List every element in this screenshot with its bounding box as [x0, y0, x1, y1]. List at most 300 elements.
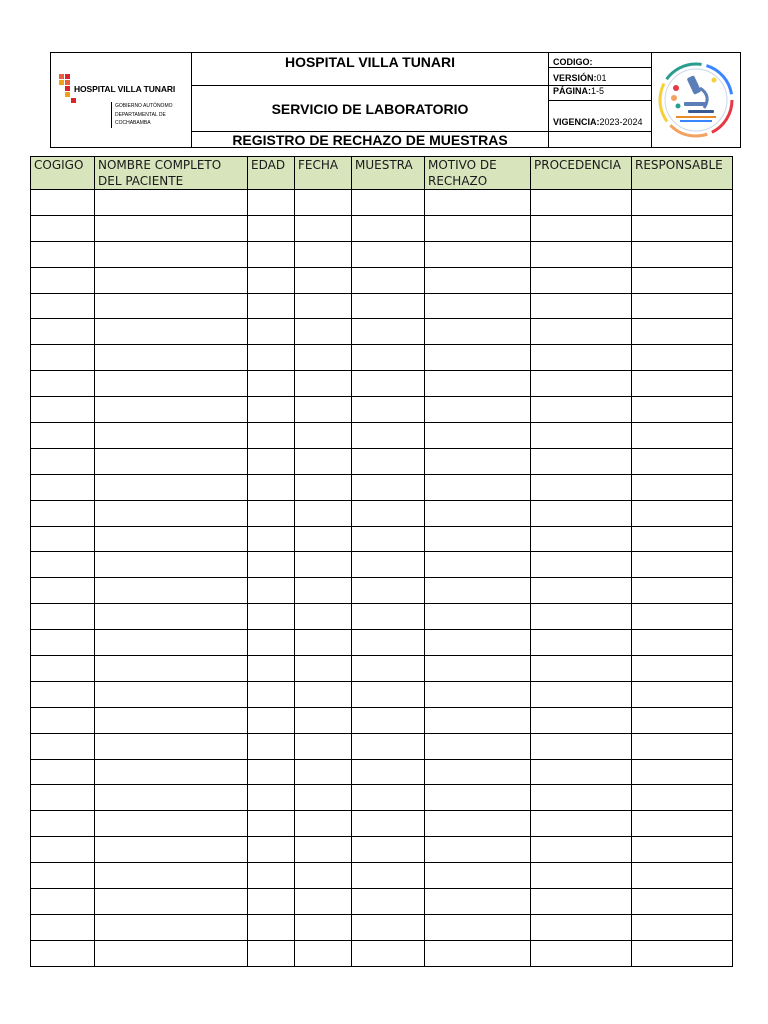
- cell-responsable[interactable]: [632, 241, 733, 267]
- cell-responsable[interactable]: [632, 940, 733, 966]
- lab-badge-cell: [652, 53, 741, 148]
- table-row: [31, 759, 733, 785]
- table-row: [31, 397, 733, 423]
- cell-procedencia[interactable]: [531, 500, 632, 526]
- cell-codigo[interactable]: [31, 319, 95, 345]
- hospital-logo-cell: [51, 53, 192, 148]
- form-title: REGISTRO DE RECHAZO DE MUESTRAS: [192, 132, 549, 148]
- cell-fecha[interactable]: [295, 681, 352, 707]
- gov-line-2: DEPARTAMENTAL DE: [115, 111, 166, 118]
- cell-muestra[interactable]: [352, 397, 425, 423]
- cell-codigo[interactable]: [31, 785, 95, 811]
- cell-fecha[interactable]: [295, 293, 352, 319]
- cell-edad[interactable]: [248, 552, 295, 578]
- cell-edad[interactable]: [248, 837, 295, 863]
- cell-codigo[interactable]: [31, 811, 95, 837]
- cell-muestra[interactable]: [352, 630, 425, 656]
- table-row: [31, 733, 733, 759]
- info-spacer: [549, 132, 652, 148]
- cell-edad[interactable]: [248, 345, 295, 371]
- cell-responsable[interactable]: [632, 215, 733, 241]
- cell-responsable[interactable]: [632, 863, 733, 889]
- cell-edad[interactable]: [248, 578, 295, 604]
- cell-motivo[interactable]: [425, 681, 531, 707]
- cell-edad[interactable]: [248, 397, 295, 423]
- codigo-field: [549, 53, 652, 86]
- cell-fecha[interactable]: [295, 630, 352, 656]
- cell-fecha[interactable]: [295, 552, 352, 578]
- table-body: [31, 190, 733, 967]
- cell-fecha[interactable]: [295, 707, 352, 733]
- cell-codigo[interactable]: [31, 500, 95, 526]
- cell-nombre[interactable]: [95, 241, 248, 267]
- cell-procedencia[interactable]: [531, 759, 632, 785]
- cell-edad[interactable]: [248, 707, 295, 733]
- cell-fecha[interactable]: [295, 733, 352, 759]
- table-row: [31, 241, 733, 267]
- cell-muestra[interactable]: [352, 785, 425, 811]
- cell-motivo[interactable]: [425, 656, 531, 682]
- cell-motivo[interactable]: [425, 423, 531, 449]
- table-row: [31, 656, 733, 682]
- cell-codigo[interactable]: [31, 707, 95, 733]
- table-row: [31, 940, 733, 966]
- cell-edad[interactable]: [248, 604, 295, 630]
- pagina-vigencia-field: [549, 86, 652, 132]
- cell-edad[interactable]: [248, 241, 295, 267]
- cell-muestra[interactable]: [352, 345, 425, 371]
- cell-procedencia[interactable]: [531, 474, 632, 500]
- cell-fecha[interactable]: [295, 914, 352, 940]
- cell-procedencia[interactable]: [531, 811, 632, 837]
- cell-nombre[interactable]: [95, 837, 248, 863]
- cell-motivo[interactable]: [425, 215, 531, 241]
- cell-motivo[interactable]: [425, 345, 531, 371]
- cell-responsable[interactable]: [632, 526, 733, 552]
- cell-nombre[interactable]: [95, 293, 248, 319]
- cell-nombre[interactable]: [95, 474, 248, 500]
- table-row: [31, 578, 733, 604]
- cell-muestra[interactable]: [352, 190, 425, 216]
- cell-motivo[interactable]: [425, 707, 531, 733]
- cell-fecha[interactable]: [295, 319, 352, 345]
- logo-square: [65, 74, 70, 79]
- cell-procedencia[interactable]: [531, 707, 632, 733]
- cell-motivo[interactable]: [425, 630, 531, 656]
- cell-codigo[interactable]: [31, 914, 95, 940]
- table-row: [31, 215, 733, 241]
- cell-muestra[interactable]: [352, 215, 425, 241]
- cell-procedencia[interactable]: [531, 604, 632, 630]
- cell-codigo[interactable]: [31, 241, 95, 267]
- cell-nombre[interactable]: [95, 914, 248, 940]
- cell-motivo[interactable]: [425, 863, 531, 889]
- version-value: 01: [596, 73, 607, 83]
- cell-procedencia[interactable]: [531, 837, 632, 863]
- cell-responsable[interactable]: [632, 371, 733, 397]
- cell-fecha[interactable]: [295, 474, 352, 500]
- cell-codigo[interactable]: [31, 759, 95, 785]
- cell-edad[interactable]: [248, 526, 295, 552]
- cell-procedencia[interactable]: [531, 552, 632, 578]
- cell-motivo[interactable]: [425, 578, 531, 604]
- cell-muestra[interactable]: [352, 707, 425, 733]
- cell-codigo[interactable]: [31, 733, 95, 759]
- cell-motivo[interactable]: [425, 811, 531, 837]
- cell-edad[interactable]: [248, 190, 295, 216]
- cell-nombre[interactable]: [95, 319, 248, 345]
- cell-muestra[interactable]: [352, 889, 425, 915]
- cell-procedencia[interactable]: [531, 448, 632, 474]
- cell-nombre[interactable]: [95, 889, 248, 915]
- table-row: [31, 190, 733, 216]
- cell-motivo[interactable]: [425, 604, 531, 630]
- cell-nombre[interactable]: [95, 759, 248, 785]
- table-row: [31, 914, 733, 940]
- cell-edad[interactable]: [248, 474, 295, 500]
- col-header-muestra: MUESTRA: [352, 157, 425, 190]
- cell-responsable[interactable]: [632, 423, 733, 449]
- cell-codigo[interactable]: [31, 630, 95, 656]
- cell-fecha[interactable]: [295, 863, 352, 889]
- cell-nombre[interactable]: [95, 190, 248, 216]
- table-row: [31, 448, 733, 474]
- cell-fecha[interactable]: [295, 526, 352, 552]
- cell-responsable[interactable]: [632, 630, 733, 656]
- cell-muestra[interactable]: [352, 474, 425, 500]
- cell-fecha[interactable]: [295, 345, 352, 371]
- cell-motivo[interactable]: [425, 474, 531, 500]
- cell-muestra[interactable]: [352, 604, 425, 630]
- cell-edad[interactable]: [248, 500, 295, 526]
- cell-codigo[interactable]: [31, 345, 95, 371]
- cell-muestra[interactable]: [352, 552, 425, 578]
- cell-motivo[interactable]: [425, 371, 531, 397]
- cell-muestra[interactable]: [352, 811, 425, 837]
- laboratory-microscope-icon: [654, 58, 738, 142]
- table-row: [31, 526, 733, 552]
- cell-edad[interactable]: [248, 914, 295, 940]
- cell-nombre[interactable]: [95, 578, 248, 604]
- cell-responsable[interactable]: [632, 578, 733, 604]
- cell-responsable[interactable]: [632, 190, 733, 216]
- logo-square: [71, 98, 76, 103]
- cell-nombre[interactable]: [95, 423, 248, 449]
- cell-motivo[interactable]: [425, 190, 531, 216]
- col-header-motivo: MOTIVO DE RECHAZO: [425, 157, 531, 190]
- table-row: [31, 604, 733, 630]
- cell-edad[interactable]: [248, 681, 295, 707]
- hospital-title: HOSPITAL VILLA TUNARI: [192, 53, 549, 86]
- cell-responsable[interactable]: [632, 604, 733, 630]
- cell-edad[interactable]: [248, 448, 295, 474]
- cell-fecha[interactable]: [295, 215, 352, 241]
- cell-muestra[interactable]: [352, 241, 425, 267]
- cell-muestra[interactable]: [352, 759, 425, 785]
- cell-nombre[interactable]: [95, 863, 248, 889]
- cell-responsable[interactable]: [632, 811, 733, 837]
- cell-procedencia[interactable]: [531, 681, 632, 707]
- table-row: [31, 474, 733, 500]
- cell-responsable[interactable]: [632, 656, 733, 682]
- cell-responsable[interactable]: [632, 707, 733, 733]
- cell-motivo[interactable]: [425, 759, 531, 785]
- cell-fecha[interactable]: [295, 241, 352, 267]
- gov-line-3: COCHABAMBA: [115, 120, 151, 126]
- logo-square: [65, 92, 70, 97]
- cell-muestra[interactable]: [352, 733, 425, 759]
- cell-motivo[interactable]: [425, 914, 531, 940]
- cell-muestra[interactable]: [352, 423, 425, 449]
- table-row: [31, 707, 733, 733]
- cell-codigo[interactable]: [31, 604, 95, 630]
- cell-nombre[interactable]: [95, 604, 248, 630]
- hospital-logo: [51, 60, 187, 140]
- cell-nombre[interactable]: [95, 552, 248, 578]
- cell-codigo[interactable]: [31, 371, 95, 397]
- cell-responsable[interactable]: [632, 267, 733, 293]
- logo-square: [65, 86, 70, 91]
- cell-procedencia[interactable]: [531, 630, 632, 656]
- cell-muestra[interactable]: [352, 837, 425, 863]
- cell-motivo[interactable]: [425, 526, 531, 552]
- cell-responsable[interactable]: [632, 889, 733, 915]
- cell-edad[interactable]: [248, 293, 295, 319]
- cell-responsable[interactable]: [632, 733, 733, 759]
- cell-procedencia[interactable]: [531, 733, 632, 759]
- table-row: [31, 681, 733, 707]
- cell-motivo[interactable]: [425, 397, 531, 423]
- cell-motivo[interactable]: [425, 733, 531, 759]
- cell-responsable[interactable]: [632, 914, 733, 940]
- cell-motivo[interactable]: [425, 293, 531, 319]
- logo-government-text: [111, 102, 185, 128]
- cell-codigo[interactable]: [31, 863, 95, 889]
- cell-edad[interactable]: [248, 267, 295, 293]
- cell-nombre[interactable]: [95, 448, 248, 474]
- document-header: [50, 52, 741, 148]
- cell-edad[interactable]: [248, 656, 295, 682]
- service-title: SERVICIO DE LABORATORIO: [192, 86, 549, 132]
- cell-motivo[interactable]: [425, 448, 531, 474]
- cell-motivo[interactable]: [425, 500, 531, 526]
- cell-motivo[interactable]: [425, 940, 531, 966]
- cell-procedencia[interactable]: [531, 785, 632, 811]
- cell-procedencia[interactable]: [531, 656, 632, 682]
- cell-muestra[interactable]: [352, 293, 425, 319]
- cell-edad[interactable]: [248, 811, 295, 837]
- table-row: [31, 630, 733, 656]
- table-row: [31, 863, 733, 889]
- cell-codigo[interactable]: [31, 448, 95, 474]
- cell-codigo[interactable]: [31, 681, 95, 707]
- cell-procedencia[interactable]: [531, 215, 632, 241]
- cell-motivo[interactable]: [425, 889, 531, 915]
- cell-codigo[interactable]: [31, 656, 95, 682]
- logo-hospital-name: HOSPITAL VILLA TUNARI: [74, 84, 176, 94]
- cell-nombre[interactable]: [95, 397, 248, 423]
- table-row: [31, 345, 733, 371]
- cell-edad[interactable]: [248, 630, 295, 656]
- cell-procedencia[interactable]: [531, 293, 632, 319]
- cell-procedencia[interactable]: [531, 526, 632, 552]
- cell-fecha[interactable]: [295, 267, 352, 293]
- cell-codigo[interactable]: [31, 552, 95, 578]
- cell-fecha[interactable]: [295, 811, 352, 837]
- cell-codigo[interactable]: [31, 267, 95, 293]
- cell-codigo[interactable]: [31, 889, 95, 915]
- cell-responsable[interactable]: [632, 759, 733, 785]
- cell-fecha[interactable]: [295, 940, 352, 966]
- gov-line-1: GOBIERNO AUTÓNOMO: [115, 103, 173, 109]
- cell-procedencia[interactable]: [531, 267, 632, 293]
- cell-procedencia[interactable]: [531, 241, 632, 267]
- cell-procedencia[interactable]: [531, 914, 632, 940]
- cell-nombre[interactable]: [95, 811, 248, 837]
- cell-responsable[interactable]: [632, 397, 733, 423]
- table-row: [31, 811, 733, 837]
- cell-procedencia[interactable]: [531, 940, 632, 966]
- cell-codigo[interactable]: [31, 940, 95, 966]
- cell-motivo[interactable]: [425, 552, 531, 578]
- cell-nombre[interactable]: [95, 785, 248, 811]
- cell-responsable[interactable]: [632, 837, 733, 863]
- table-row: [31, 837, 733, 863]
- cell-responsable[interactable]: [632, 345, 733, 371]
- cell-codigo[interactable]: [31, 397, 95, 423]
- cell-motivo[interactable]: [425, 319, 531, 345]
- cell-muestra[interactable]: [352, 448, 425, 474]
- cell-fecha[interactable]: [295, 889, 352, 915]
- cell-procedencia[interactable]: [531, 397, 632, 423]
- cell-edad[interactable]: [248, 863, 295, 889]
- cell-nombre[interactable]: [95, 267, 248, 293]
- logo-square: [59, 74, 64, 79]
- cell-procedencia[interactable]: [531, 190, 632, 216]
- cell-responsable[interactable]: [632, 293, 733, 319]
- cell-edad[interactable]: [248, 759, 295, 785]
- cell-responsable[interactable]: [632, 785, 733, 811]
- cell-fecha[interactable]: [295, 656, 352, 682]
- col-header-responsable: RESPONSABLE: [632, 157, 733, 190]
- logo-square: [65, 80, 70, 85]
- cell-edad[interactable]: [248, 940, 295, 966]
- table-row: [31, 552, 733, 578]
- cell-motivo[interactable]: [425, 241, 531, 267]
- cell-responsable[interactable]: [632, 319, 733, 345]
- cell-nombre[interactable]: [95, 707, 248, 733]
- cell-nombre[interactable]: [95, 681, 248, 707]
- cell-responsable[interactable]: [632, 681, 733, 707]
- cell-procedencia[interactable]: [531, 863, 632, 889]
- vigencia-label: VIGENCIA:: [553, 117, 600, 127]
- cell-nombre[interactable]: [95, 215, 248, 241]
- logo-square: [59, 80, 64, 85]
- cell-fecha[interactable]: [295, 604, 352, 630]
- cell-muestra[interactable]: [352, 526, 425, 552]
- cell-procedencia[interactable]: [531, 423, 632, 449]
- cell-muestra[interactable]: [352, 940, 425, 966]
- cell-muestra[interactable]: [352, 681, 425, 707]
- cell-fecha[interactable]: [295, 371, 352, 397]
- cell-fecha[interactable]: [295, 578, 352, 604]
- cell-muestra[interactable]: [352, 319, 425, 345]
- cell-responsable[interactable]: [632, 552, 733, 578]
- cell-nombre[interactable]: [95, 526, 248, 552]
- cell-motivo[interactable]: [425, 267, 531, 293]
- cell-fecha[interactable]: [295, 500, 352, 526]
- table-header-row: [31, 157, 733, 190]
- cell-codigo[interactable]: [31, 578, 95, 604]
- cell-procedencia[interactable]: [531, 345, 632, 371]
- cell-muestra[interactable]: [352, 500, 425, 526]
- cell-codigo[interactable]: [31, 423, 95, 449]
- cell-fecha[interactable]: [295, 190, 352, 216]
- vigencia-value: 2023-2024: [599, 117, 643, 127]
- cell-responsable[interactable]: [632, 500, 733, 526]
- cell-nombre[interactable]: [95, 345, 248, 371]
- table-row: [31, 371, 733, 397]
- cell-codigo[interactable]: [31, 190, 95, 216]
- cell-fecha[interactable]: [295, 785, 352, 811]
- cell-muestra[interactable]: [352, 578, 425, 604]
- cell-procedencia[interactable]: [531, 578, 632, 604]
- cell-muestra[interactable]: [352, 656, 425, 682]
- cell-nombre[interactable]: [95, 656, 248, 682]
- cell-edad[interactable]: [248, 785, 295, 811]
- cell-motivo[interactable]: [425, 837, 531, 863]
- cell-fecha[interactable]: [295, 448, 352, 474]
- cell-codigo[interactable]: [31, 526, 95, 552]
- cell-nombre[interactable]: [95, 630, 248, 656]
- cell-edad[interactable]: [248, 733, 295, 759]
- cell-nombre[interactable]: [95, 500, 248, 526]
- cell-nombre[interactable]: [95, 371, 248, 397]
- cell-responsable[interactable]: [632, 448, 733, 474]
- cell-fecha[interactable]: [295, 759, 352, 785]
- cell-edad[interactable]: [248, 319, 295, 345]
- cell-edad[interactable]: [248, 371, 295, 397]
- cell-nombre[interactable]: [95, 733, 248, 759]
- cell-procedencia[interactable]: [531, 319, 632, 345]
- cell-codigo[interactable]: [31, 474, 95, 500]
- cell-edad[interactable]: [248, 215, 295, 241]
- col-header-codigo: COGIGO: [31, 157, 95, 190]
- cell-responsable[interactable]: [632, 474, 733, 500]
- cell-motivo[interactable]: [425, 785, 531, 811]
- cell-muestra[interactable]: [352, 914, 425, 940]
- cell-muestra[interactable]: [352, 267, 425, 293]
- rejection-register-table: [30, 156, 733, 967]
- table-row: [31, 889, 733, 915]
- cell-codigo[interactable]: [31, 293, 95, 319]
- cell-nombre[interactable]: [95, 940, 248, 966]
- cell-procedencia[interactable]: [531, 371, 632, 397]
- cell-edad[interactable]: [248, 423, 295, 449]
- cell-fecha[interactable]: [295, 423, 352, 449]
- cell-procedencia[interactable]: [531, 889, 632, 915]
- cell-codigo[interactable]: [31, 215, 95, 241]
- cell-fecha[interactable]: [295, 837, 352, 863]
- table-row: [31, 500, 733, 526]
- col-header-fecha: FECHA: [295, 157, 352, 190]
- cell-fecha[interactable]: [295, 397, 352, 423]
- pagina-label: PÁGINA:: [553, 86, 591, 96]
- cell-muestra[interactable]: [352, 863, 425, 889]
- cell-codigo[interactable]: [31, 837, 95, 863]
- cell-muestra[interactable]: [352, 371, 425, 397]
- cell-edad[interactable]: [248, 889, 295, 915]
